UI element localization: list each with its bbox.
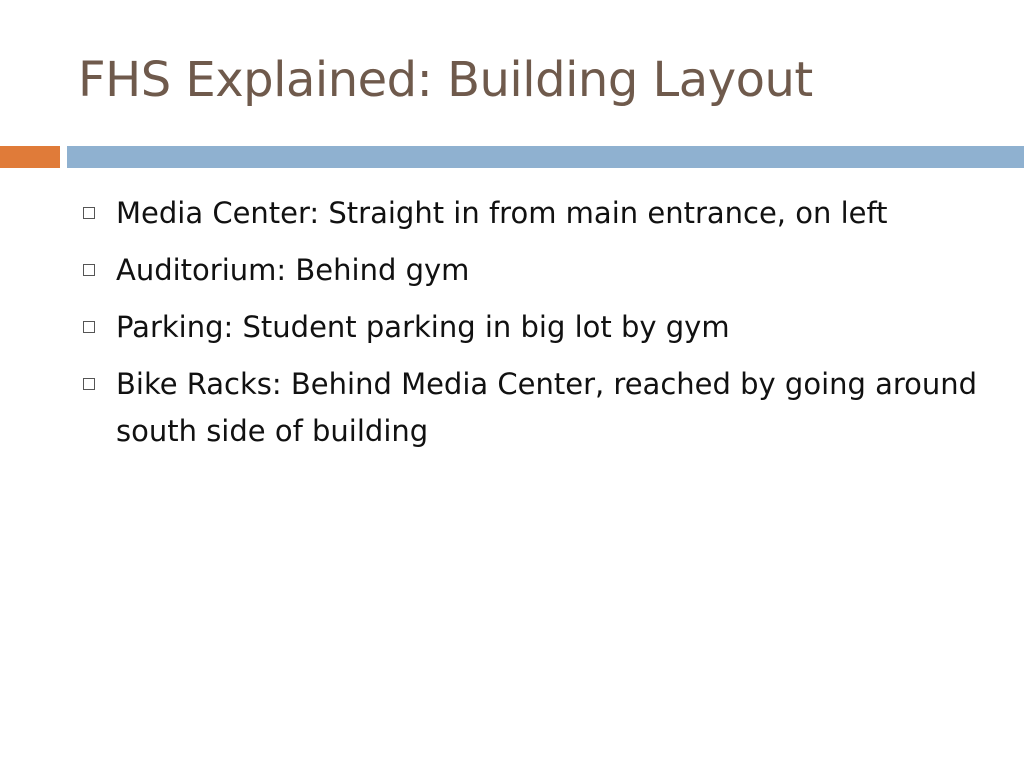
bullet-text: Auditorium: Behind gym [116,253,470,287]
accent-bar-blue [67,146,1024,168]
bullet-item-bike-racks [80,361,980,455]
bullet-text: Media Center: Straight in from main entrance, on left [116,196,888,230]
bullet-item-auditorium [80,247,980,294]
bullet-text: Bike Racks: Behind Media Center, reached by going around south side of building [116,367,978,448]
square-bullet-icon [83,207,95,219]
square-bullet-icon [83,321,95,333]
bullet-text: Parking: Student parking in big lot by gym [116,310,730,344]
slide-title: FHS Explained: Building Layout [78,52,813,108]
bullet-item-media-center [80,190,980,237]
square-bullet-icon [83,264,95,276]
accent-bar-orange [0,146,60,168]
square-bullet-icon [83,378,95,390]
bullet-item-parking [80,304,980,351]
bullet-list [80,190,980,465]
